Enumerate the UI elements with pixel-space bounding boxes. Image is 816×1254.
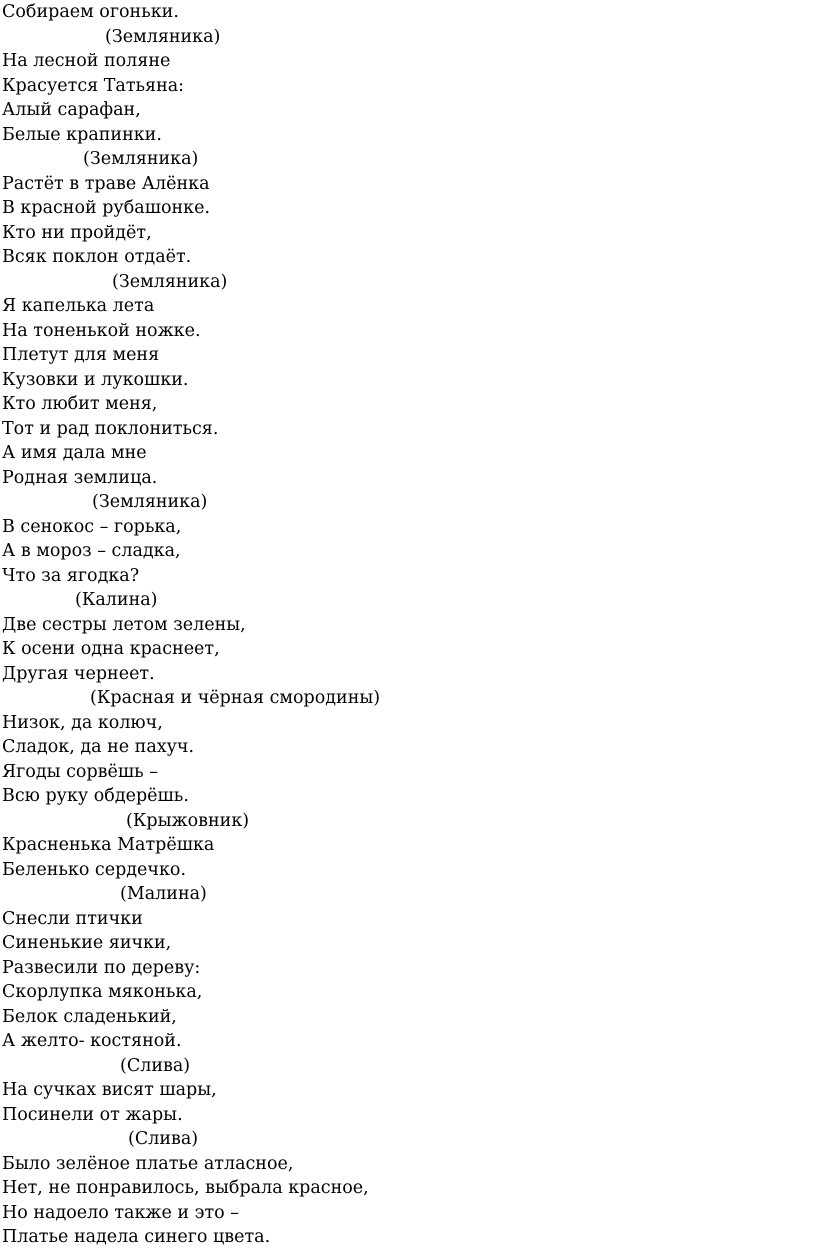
verse-line: Всяк поклон отдаёт.	[2, 247, 192, 267]
verse-line: Тот и рад поклониться.	[2, 418, 219, 439]
verse-line: На тоненькой ножке.	[2, 320, 201, 341]
verse-line: Скорлупка мяконька,	[2, 982, 203, 1002]
verse-line: Белые крапинки.	[2, 124, 162, 145]
verse-line: Собираем огоньки.	[2, 2, 179, 22]
riddle-answer: (Калина)	[75, 590, 158, 610]
verse-line: Беленько сердечко.	[2, 859, 187, 880]
verse-line: Что за ягодка?	[2, 565, 140, 586]
verse-line: Снесли птички	[2, 908, 143, 929]
verse-line: Низок, да колюч,	[2, 712, 163, 733]
verse-line: Родная землица.	[2, 467, 158, 488]
verse-line: Синенькие яички,	[2, 933, 172, 953]
verse-line: Белок сладенький,	[2, 1006, 177, 1027]
verse-line: Ягоды сорвёшь –	[2, 761, 158, 782]
verse-line: А в мороз – сладка,	[2, 541, 181, 561]
verse-line: К осени одна краснеет,	[2, 639, 220, 659]
verse-line: Красненька Матрёшка	[2, 835, 215, 855]
verse-line: Но надоело также и это –	[2, 1202, 239, 1223]
riddle-answer: (Земляника)	[83, 149, 199, 169]
verse-line: В красной рубашонке.	[2, 198, 211, 218]
verse-line: Кто ни пройдёт,	[2, 222, 152, 243]
verse-line: Развесили по дереву:	[2, 957, 201, 978]
verse-line: Две сестры летом зелены,	[2, 614, 246, 635]
riddle-answer: (Слива)	[120, 1055, 191, 1076]
verse-line: На лесной поляне	[2, 51, 171, 71]
verse-line: Сладок, да не пахуч.	[2, 737, 195, 757]
riddle-answer: (Малина)	[120, 884, 207, 904]
verse-line: А имя дала мне	[2, 443, 147, 463]
verse-line: Кто любит меня,	[2, 394, 158, 414]
verse-line: На сучках висят шары,	[2, 1080, 217, 1100]
verse-line: Было зелёное платье атласное,	[2, 1153, 294, 1174]
verse-line: Всю руку обдерёшь.	[2, 786, 189, 806]
verse-line: Красуется Татьяна:	[2, 75, 185, 96]
verse-line: Кузовки и лукошки.	[2, 369, 189, 390]
verse-line: Посинели от жары.	[2, 1104, 183, 1125]
riddle-answer: (Крыжовник)	[126, 810, 250, 831]
riddle-answer: (Слива)	[128, 1129, 199, 1149]
verse-line: Плетут для меня	[2, 345, 160, 365]
verse-line: Алый сарафан,	[2, 100, 141, 120]
verse-line: Я капелька лета	[2, 296, 155, 316]
verse-line: Нет, не понравилось, выбрала красное,	[2, 1178, 369, 1198]
verse-line: Другая чернеет.	[2, 663, 155, 684]
verse-line: Растёт в траве Алёнка	[2, 173, 210, 194]
verse-line: А желто- костяной.	[2, 1031, 182, 1051]
verse-line: В сенокос – горька,	[2, 516, 182, 537]
riddle-answer: (Красная и чёрная смородины)	[90, 688, 381, 708]
verse-line: Платье надела синего цвета.	[2, 1227, 271, 1247]
riddle-answer: (Земляника)	[92, 492, 208, 512]
riddle-answer: (Земляника)	[105, 26, 221, 47]
riddle-answer: (Земляника)	[112, 271, 228, 292]
